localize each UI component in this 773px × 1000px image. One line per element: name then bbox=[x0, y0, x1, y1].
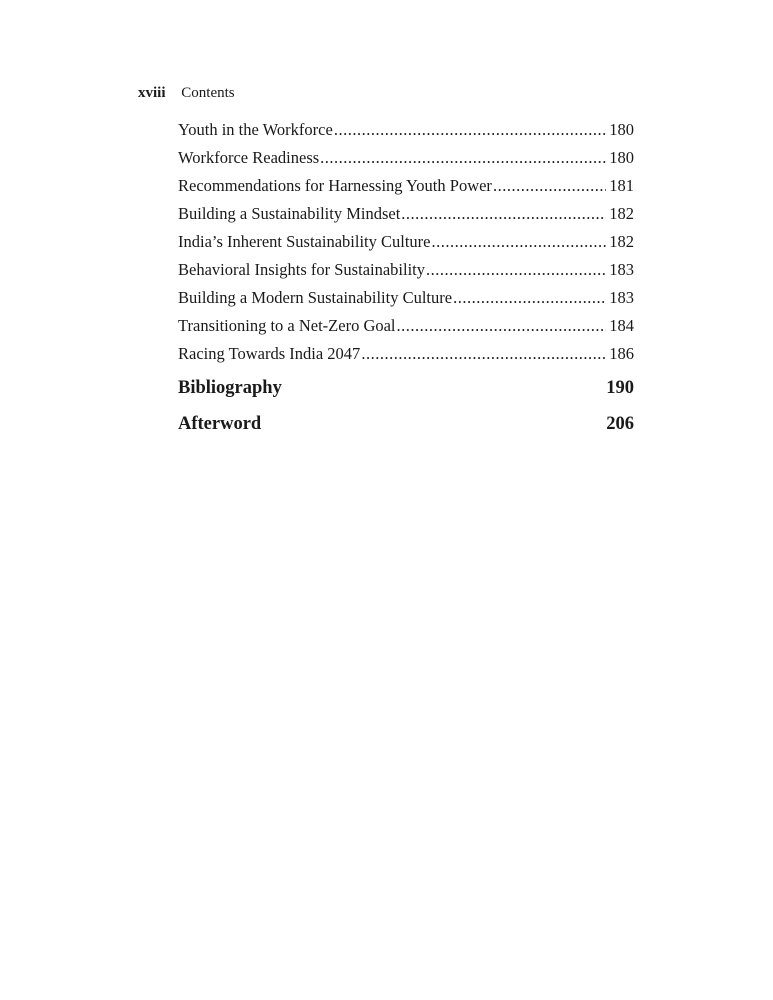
page-number: xviii bbox=[138, 85, 166, 101]
toc-entry-page: 184 bbox=[609, 316, 634, 335]
toc-entry-title: India’s Inherent Sustainability Culture bbox=[178, 232, 431, 251]
toc-entry-page: 180 bbox=[609, 120, 634, 139]
running-head-title: Contents bbox=[181, 85, 235, 101]
toc-entry-page: 182 bbox=[609, 204, 634, 223]
toc-entry-page: 182 bbox=[609, 232, 634, 251]
toc-entry-title: Racing Towards India 2047 bbox=[178, 344, 361, 363]
toc-entry[interactable] bbox=[178, 256, 634, 284]
toc-entry[interactable] bbox=[178, 340, 634, 368]
running-head bbox=[138, 84, 235, 102]
toc-entry-page: 180 bbox=[609, 148, 634, 167]
toc-entry[interactable] bbox=[178, 284, 634, 312]
toc-major-title: Afterword bbox=[178, 414, 262, 434]
toc-major-page: 206 bbox=[606, 414, 634, 434]
toc-entry[interactable] bbox=[178, 200, 634, 228]
toc-major-entry-afterword[interactable] bbox=[178, 406, 634, 442]
toc-entry-title: Behavioral Insights for Sustainability bbox=[178, 260, 426, 279]
toc-entry-page: 181 bbox=[609, 176, 634, 195]
dot-leader bbox=[453, 284, 606, 312]
dot-leader bbox=[334, 116, 606, 144]
dot-leader bbox=[361, 340, 606, 368]
table-of-contents bbox=[178, 116, 634, 442]
toc-entry-title: Workforce Readiness bbox=[178, 148, 320, 167]
toc-entry-title: Recommendations for Harnessing Youth Power bbox=[178, 176, 492, 195]
dot-leader bbox=[320, 144, 606, 172]
toc-entry-title: Transitioning to a Net-Zero Goal bbox=[178, 316, 396, 335]
toc-major-title: Bibliography bbox=[178, 378, 282, 398]
dot-leader bbox=[401, 200, 606, 228]
toc-entry-title: Building a Sustainability Mindset bbox=[178, 204, 401, 223]
toc-entry-page: 183 bbox=[609, 260, 634, 279]
toc-entry-title: Building a Modern Sustainability Culture bbox=[178, 288, 453, 307]
toc-entry[interactable] bbox=[178, 144, 634, 172]
dot-leader bbox=[493, 172, 606, 200]
dot-leader bbox=[397, 312, 607, 340]
toc-entry-page: 183 bbox=[609, 288, 634, 307]
dot-leader bbox=[426, 256, 606, 284]
toc-entry[interactable] bbox=[178, 312, 634, 340]
toc-entry[interactable] bbox=[178, 228, 634, 256]
toc-entry[interactable] bbox=[178, 172, 634, 200]
toc-major-entry-bibliography[interactable] bbox=[178, 370, 634, 406]
dot-leader bbox=[432, 228, 607, 256]
toc-entry-page: 186 bbox=[609, 344, 634, 363]
toc-entry-title: Youth in the Workforce bbox=[178, 120, 333, 139]
toc-entry[interactable] bbox=[178, 116, 634, 144]
toc-major-page: 190 bbox=[606, 378, 634, 398]
